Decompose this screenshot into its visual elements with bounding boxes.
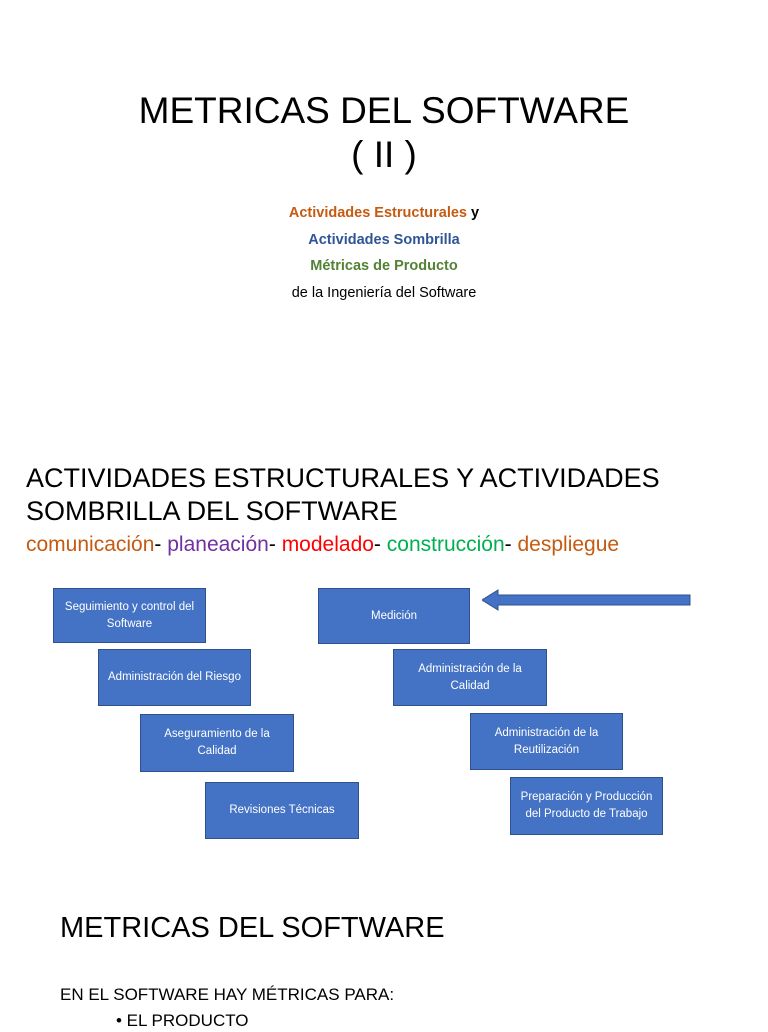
bullet-item: • EL PRODUCTO	[116, 1011, 249, 1030]
phase-separator: -	[504, 533, 512, 556]
subtitle-line-1	[0, 200, 768, 227]
box-preparacion-produccion: Preparación y Producción del Producto de Trabajo	[510, 777, 663, 835]
box-seguimiento-control: Seguimiento y control del Software	[53, 588, 206, 643]
phase-separator: -	[268, 533, 276, 556]
box-medicion: Medición	[318, 588, 470, 644]
slide-title	[0, 0, 768, 420]
phase-modelado: modelado	[281, 533, 374, 556]
phase-separator: -	[154, 533, 162, 556]
slide-1-subtitle	[0, 200, 768, 306]
phase-separator: -	[373, 533, 381, 556]
slide-3-intro: EN EL SOFTWARE HAY MÉTRICAS PARA:	[60, 985, 395, 1004]
phase-construccion: construcción	[386, 533, 505, 556]
subtitle-ingenieria: de la Ingeniería del Software	[291, 284, 477, 301]
box-administracion-riesgo: Administración del Riesgo	[98, 649, 251, 706]
box-administracion-reutilizacion: Administración de la Reutilización	[470, 713, 623, 770]
phase-planeacion: planeación	[167, 533, 269, 556]
phases-line	[26, 532, 619, 558]
subtitle-actividades-sombrilla: Actividades Sombrilla	[308, 231, 460, 248]
slide-2-title: ACTIVIDADES ESTRUCTURALES Y ACTIVIDADES SOMBRILLA DEL SOFTWARE	[26, 463, 660, 526]
box-aseguramiento-calidad: Aseguramiento de la Calidad	[140, 714, 294, 772]
phase-despliegue: despliegue	[517, 533, 620, 556]
box-revisiones-tecnicas: Revisiones Técnicas	[205, 782, 359, 839]
slide-metricas	[0, 880, 768, 1030]
subtitle-metricas-producto: Métricas de Producto	[310, 258, 458, 274]
subtitle-actividades-estructurales: Actividades Estructurales	[288, 205, 467, 221]
phase-comunicacion: comunicación	[26, 533, 155, 556]
subtitle-y: y	[467, 205, 480, 221]
slide-1-title	[0, 89, 768, 177]
title-line-2: ( II )	[351, 133, 417, 175]
left-arrow-icon	[482, 589, 692, 611]
title-line-1: METRICAS DEL SOFTWARE	[138, 89, 630, 131]
slide-3-title: METRICAS DEL SOFTWARE	[60, 912, 445, 944]
slide-actividades	[0, 440, 768, 860]
box-administracion-calidad: Administración de la Calidad	[393, 649, 547, 706]
